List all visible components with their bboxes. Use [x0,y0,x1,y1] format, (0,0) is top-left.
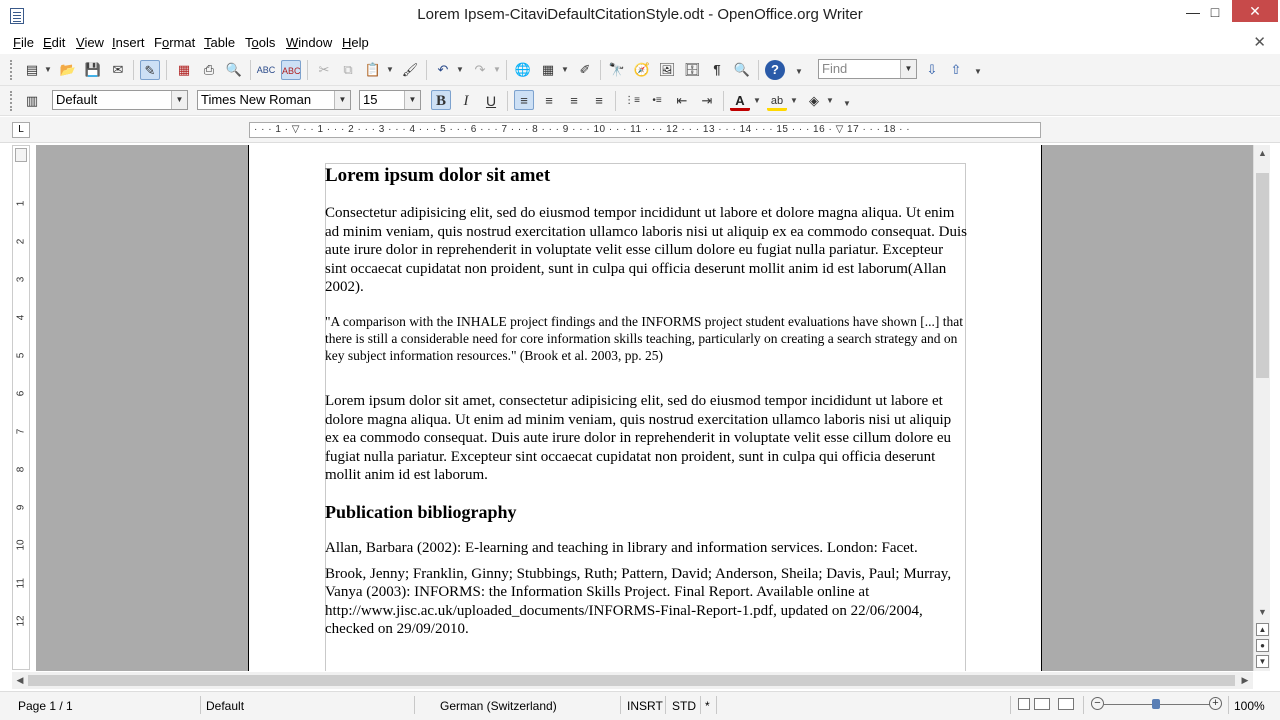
print-icon[interactable]: ⎙ [203,62,215,77]
menu-table[interactable]: Table [204,35,236,50]
menu-window[interactable]: Window [286,35,333,50]
separator [1083,696,1084,714]
separator [665,696,666,714]
highlighting-dropdown-icon[interactable]: ▼ [790,96,798,105]
language-indicator[interactable]: German (Switzerland) [440,699,557,713]
scroll-right-icon[interactable]: ▶ [1241,675,1249,685]
separator [506,60,507,80]
document-area[interactable] [36,145,1253,671]
scroll-left-icon[interactable]: ◀ [16,675,24,685]
background-color-icon[interactable]: ◈ [809,93,819,108]
underline-button[interactable]: U [485,93,497,109]
tab-type-button[interactable]: L [12,122,30,138]
copy-icon[interactable]: ⧉ [343,62,353,77]
separator [700,696,701,714]
separator [166,60,167,80]
vertical-scroll-thumb[interactable] [1256,173,1269,378]
font-name-select[interactable] [197,90,351,110]
zoom-in-icon[interactable]: + [1209,697,1222,710]
font-color-dropdown-icon[interactable]: ▼ [753,96,761,105]
menu-insert[interactable]: Insert [112,35,145,50]
increase-indent-icon[interactable]: ⇥ [701,93,713,108]
close-document-icon[interactable]: ✕ [1253,34,1266,51]
bibliography-heading[interactable]: Publication bibliography [325,501,517,522]
find-placeholder: Find [822,61,848,76]
autospellcheck-icon[interactable]: ABC [281,60,301,80]
new-dropdown-icon[interactable]: ▼ [44,65,52,74]
align-center-icon[interactable]: ≡ [545,93,553,108]
page-preview-icon[interactable]: 🔍 [225,62,243,77]
data-sources-icon[interactable]: 🗄 [683,62,701,77]
separator [307,60,308,80]
separator [1010,696,1011,714]
styles-formatting-icon[interactable]: ▥ [25,93,39,108]
zoom-level[interactable]: 100% [1234,699,1265,713]
find-next-icon[interactable]: ⇩ [926,62,938,77]
separator [723,91,724,111]
chevron-down-icon[interactable]: ▼ [334,91,350,109]
bold-button[interactable]: B [431,90,451,110]
separator [426,60,427,80]
separator [507,91,508,111]
table-dropdown-icon[interactable]: ▼ [561,65,569,74]
navigator-icon[interactable]: 🧭 [633,62,651,77]
find-dropdown-icon[interactable]: ▼ [900,60,916,78]
zoom-icon[interactable]: 🔍 [733,62,751,77]
separator [1228,696,1229,714]
font-size-select[interactable] [359,90,421,110]
separator [758,60,759,80]
separator [414,696,415,714]
numbering-icon[interactable]: ⋮≡ [624,95,640,106]
background-dropdown-icon[interactable]: ▼ [826,96,834,105]
page-indicator[interactable]: Page 1 / 1 [18,699,73,713]
decrease-indent-icon[interactable]: ⇤ [676,93,688,108]
maximize-button[interactable]: □ [1210,4,1220,20]
zoom-slider-handle[interactable] [1152,699,1160,709]
separator [250,60,251,80]
menu-file[interactable]: File [13,35,34,50]
hyperlink-icon[interactable]: 🌐 [514,62,532,77]
redo-icon[interactable]: ↷ [474,62,486,77]
quotation[interactable]: "A comparison with the INHALE project findings and the INFORMS project student evaluations have shown [...] that there is still a considerable need for core information skills teaching, particularly on creating a search strategy and on key subject information resources." (Brook et al. 2003, pp. 25) [325,313,964,363]
vertical-ruler-tick: 3 [15,276,27,283]
cut-icon[interactable]: ✂ [318,62,330,77]
undo-icon[interactable]: ↶ [437,62,449,77]
vertical-ruler-tick: 5 [15,352,27,359]
vertical-ruler-tick: 1 [15,200,27,207]
email-icon[interactable]: ✉ [112,62,124,77]
navigation-icon[interactable]: ● [1256,639,1269,652]
vertical-ruler-corner [15,148,27,162]
font-name-value: Times New Roman [201,92,312,107]
single-page-view-icon[interactable] [1018,698,1030,710]
undo-dropdown-icon[interactable]: ▼ [456,65,464,74]
previous-page-icon[interactable]: ▲ [1256,623,1269,636]
document-modified[interactable]: * [705,699,710,713]
window-title: Lorem Ipsem-CitaviDefaultCitationStyle.odt - OpenOffice.org Writer [417,6,863,23]
close-window-button[interactable]: ✕ [1232,0,1278,22]
find-replace-icon[interactable]: 🔭 [608,62,626,77]
open-icon[interactable]: 📂 [59,62,77,77]
minimize-button[interactable]: — [1186,4,1200,20]
separator [620,696,621,714]
vertical-ruler-tick: 10 [15,539,27,551]
paragraph-style-value: Default [56,92,98,107]
book-view-icon[interactable] [1058,698,1074,710]
multi-page-view-icon[interactable] [1034,698,1050,710]
paste-icon[interactable]: 📋 [364,62,382,77]
find-previous-icon[interactable]: ⇧ [950,62,962,77]
align-right-icon[interactable]: ≡ [570,93,578,108]
italic-button[interactable]: I [463,93,469,109]
document-body[interactable] [325,165,967,646]
horizontal-ruler[interactable] [249,122,1041,138]
show-draw-functions-icon[interactable]: ✐ [579,62,591,77]
zoom-out-icon[interactable]: − [1091,697,1104,710]
menu-format[interactable]: Format [154,35,196,50]
scroll-up-icon[interactable]: ▲ [1258,148,1267,158]
chevron-down-icon[interactable]: ▼ [404,91,420,109]
menu-help[interactable]: Help [342,35,369,50]
horizontal-scrollbar[interactable] [12,672,1253,689]
gallery-icon[interactable]: 🖼 [658,62,676,77]
paragraph[interactable]: Lorem ipsum dolor sit amet, consectetur adipisicing elit, sed do eiusmod tempor incididunt ut labore et dolore magna aliqua. Ut enim ad minim veniam, quis nostrud exercitation ullamco laboris nisi ut aliquip ex ea commodo consequat. Duis aute irure dolor in reprehenderit in voluptate velit esse cillum dolore eu fugiat nulla pariatur. Excepteur sint occaecat cupidatat non proident, sunt in culpa qui officia deserunt mollit anim id est laborum. [325,392,952,484]
justify-icon[interactable]: ≡ [595,93,603,108]
vertical-ruler-tick: 11 [15,578,27,589]
font-size-value: 15 [363,92,378,107]
align-left-icon[interactable]: ≡ [514,90,534,110]
formatting-toolbar [0,86,1280,116]
edit-mode-icon[interactable]: ✎ [140,60,160,80]
toolbar-grip[interactable] [10,91,14,111]
table-icon[interactable]: ▦ [541,62,555,77]
toolbar-grip[interactable] [10,60,14,80]
ruler-scale: · · · 1 · ▽ · · 1 · · · 2 · · · 3 · · · 4 · · · 5 · · · 6 · · · 7 · · · 8 · · · 9 · · · 10 · · · 11 · · · 12 · · · 13 · · · 14 · · · 15 · · · 16 · ▽ 17 · · · 18 · · [254,124,911,135]
clone-formatting-icon[interactable]: 🖌 [401,62,419,77]
separator [716,696,717,714]
chevron-down-icon[interactable]: ▼ [171,91,187,109]
menu-tools[interactable]: Tools [245,35,276,50]
document-page[interactable] [248,145,1042,671]
find-toolbar-options-icon[interactable]: ▼ [974,67,982,76]
standard-toolbar [0,54,1280,86]
next-page-icon[interactable]: ▼ [1256,655,1269,668]
vertical-ruler-tick: 12 [15,615,27,627]
insert-mode[interactable]: INSRT [627,699,663,713]
paste-dropdown-icon[interactable]: ▼ [386,65,394,74]
separator [133,60,134,80]
bullets-icon[interactable]: •≡ [652,95,662,106]
highlighting-icon[interactable]: ab [767,91,787,111]
vertical-ruler-tick: 4 [15,314,27,321]
title-bar [0,0,1280,32]
new-document-icon[interactable]: ▤ [25,62,39,77]
paragraph-style-select[interactable] [52,90,188,110]
paragraph[interactable]: Consectetur adipisicing elit, sed do eiusmod tempor incididunt ut labore et dolore magna aliqua. Ut enim ad minim veniam, quis nostrud exercitation ullamco laboris nisi ut aliquip ex ea commodo consequat. Duis aute irure dolor in reprehenderit in voluptate velit esse cillum dolore eu fugiat nulla pariatur. Excepteur sint occaecat cupidatat non proident, sunt in culpa qui officia deserunt mollit anim id est laborum(Allan 2002). [325,205,967,296]
vertical-ruler-tick: 8 [15,466,27,473]
vertical-ruler-tick: 9 [15,504,27,511]
vertical-ruler[interactable] [12,145,30,670]
nonprinting-chars-icon[interactable]: ¶ [713,62,721,77]
page-style[interactable]: Default [206,699,245,713]
menu-edit[interactable]: Edit [43,35,66,50]
formatting-toolbar-options-icon[interactable]: ▼ [843,99,851,108]
vertical-ruler-tick: 2 [15,238,27,245]
bibliography-entry[interactable]: Allan, Barbara (2002): E-learning and teaching in library and information services. London: Facet. [325,539,918,556]
vertical-ruler-tick: 7 [15,428,27,435]
ruler-bar [0,117,1280,143]
find-input[interactable] [818,59,917,79]
vertical-ruler-tick: 6 [15,390,27,397]
help-icon[interactable]: ? [765,60,785,80]
horizontal-scroll-thumb[interactable] [28,675,1235,686]
toolbar-options-icon[interactable]: ▼ [795,67,803,76]
export-pdf-icon[interactable]: ▦ [177,62,191,77]
menu-bar [0,32,1280,54]
heading-1[interactable]: Lorem ipsum dolor sit amet [325,165,551,186]
scroll-down-icon[interactable]: ▼ [1258,607,1267,617]
vertical-scrollbar[interactable] [1253,145,1270,671]
menu-view[interactable]: View [76,35,104,50]
redo-dropdown-icon[interactable]: ▼ [493,65,501,74]
status-bar [0,691,1280,720]
selection-mode[interactable]: STD [672,699,696,713]
font-color-icon[interactable]: A [730,91,750,111]
separator [200,696,201,714]
separator [615,91,616,111]
bibliography-entry[interactable]: Brook, Jenny; Franklin, Ginny; Stubbings, Ruth; Pattern, David; Anderson, Sheila; Davis, Paul; Murray, Vanya (2003): INFORMS: the Information Skills Project. Final Report. Available online at http://www.jisc.ac.uk/uploaded_documents/INFORMS-Final-Report-1.pdf, updated on 22/06/2004, checked on 29/09/2010. [325,565,952,638]
spelling-icon[interactable]: ABC [256,65,276,75]
separator [600,60,601,80]
save-icon[interactable]: 💾 [84,62,102,77]
